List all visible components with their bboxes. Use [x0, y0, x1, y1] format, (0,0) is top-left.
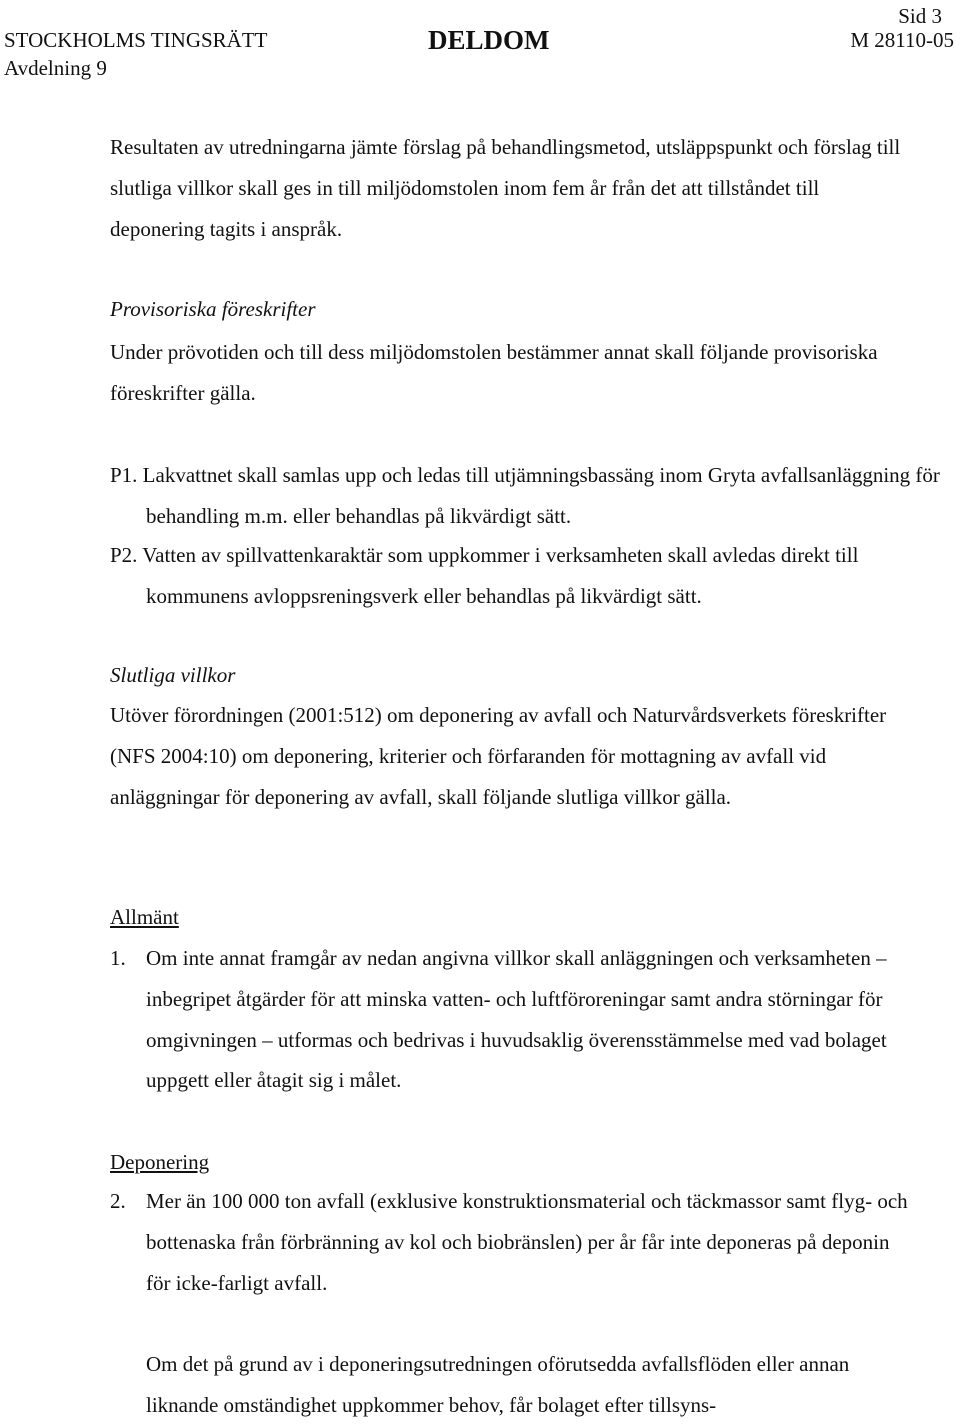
condition-text-continued: Om det på grund av i deponeringsutredningen oförutsedda avfallsflöden eller annan liknande omständighet uppkommer behov, får bolaget efter tillsyns-: [146, 1352, 850, 1417]
condition-text: Om inte annat framgår av nedan angivna villkor skall anläggningen och verksamheten – inbegripet åtgärder för att minska vatten- och luftföroreningar samt andra störningar för omgivningen – utformas och bedrivas i huvudsaklig överensstämmelse med vad bolaget uppgett eller åtagit sig i målet.: [146, 946, 887, 1093]
document-type: DELDOM: [428, 25, 550, 55]
provision-p2: P2. Vatten av spillvattenkaraktär som uppkommer i verksamheten skall avledas direkt till kommunens avloppsreningsverk eller behandlas på likvärdigt sätt.: [110, 543, 859, 608]
deposition-heading: Deponering: [110, 1150, 210, 1174]
condition-text: Mer än 100 000 ton avfall (exklusive konstruktionsmaterial och täckmassor samt flyg- och bottenaska från förbränning av kol och biobränslen) per år får inte deponeras på deponin för icke-farligt avfall.: [146, 1189, 908, 1295]
provision-p1: P1. Lakvattnet skall samlas upp och ledas till utjämningsbassäng inom Gryta avfallsanläggning för behandling m.m. eller behandlas på likvärdigt sätt.: [110, 463, 940, 528]
case-number: M 28110-05: [850, 28, 954, 52]
condition-2-continued: [110, 1344, 910, 1426]
intro-paragraph: Resultaten av utredningarna jämte förslag på behandlingsmetod, utsläppspunkt och förslag till slutliga villkor skall ges in till miljödomstolen inom fem år från det att tillståndet till deponering tagits i anspråk.: [110, 135, 901, 241]
department: Avdelning 9: [4, 56, 107, 80]
condition-1: [110, 938, 910, 1101]
court-name: STOCKHOLMS TINGSRÄTT: [4, 28, 268, 52]
provisional-heading: Provisoriska föreskrifter: [110, 297, 316, 321]
final-conditions-heading: Slutliga villkor: [110, 663, 236, 687]
general-heading: Allmänt: [110, 905, 179, 929]
condition-number: 1.: [110, 946, 126, 970]
condition-2: [110, 1181, 910, 1303]
final-conditions-paragraph: Utöver förordningen (2001:512) om deponering av avfall och Naturvårdsverkets föreskrifter (NFS 2004:10) om deponering, kriterier och förfaranden för mottagning av avfall vid anläggningar för deponering av avfall, skall följande slutliga villkor gälla.: [110, 703, 887, 809]
condition-number: 2.: [110, 1189, 126, 1213]
page-number: Sid 3: [898, 4, 942, 28]
provisional-paragraph: Under prövotiden och till dess miljödomstolen bestämmer annat skall följande provisoriska föreskrifter gälla.: [110, 340, 878, 405]
